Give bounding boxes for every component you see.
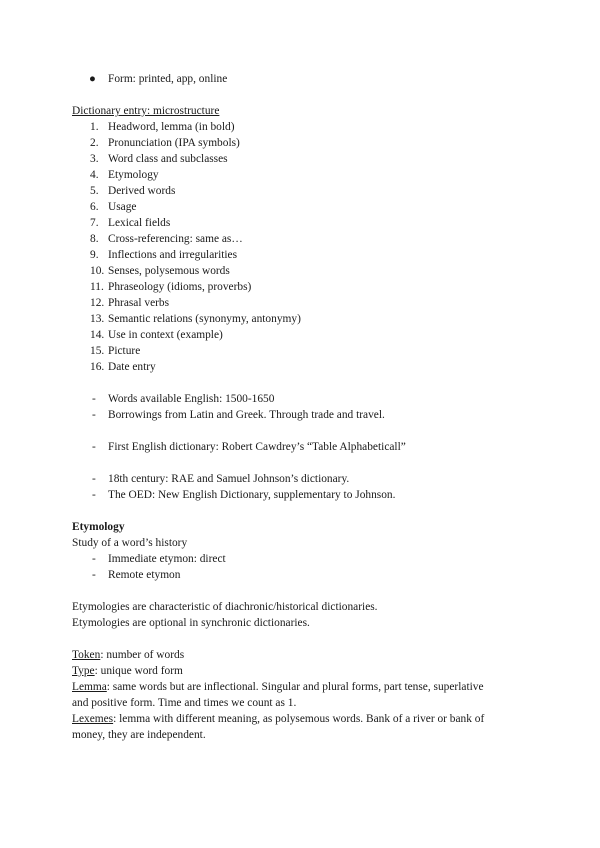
microstructure-item: Phrasal verbs — [108, 297, 170, 309]
dash-marker: - — [92, 489, 96, 501]
lemma-continuation: and positive form. Time and times we count as 1. — [72, 697, 297, 709]
token-definition — [72, 648, 184, 663]
type-def: : unique word form — [94, 665, 183, 677]
list-number: 12. — [90, 297, 105, 309]
microstructure-item: Semantic relations (synonymy, antonymy) — [108, 313, 301, 325]
token-def: : number of words — [100, 649, 185, 661]
microstructure-item: Etymology — [108, 169, 159, 181]
dash-marker: - — [92, 441, 96, 453]
microstructure-item: Picture — [108, 345, 141, 357]
microstructure-item: Headword, lemma (in bold) — [108, 121, 235, 133]
lexemes-term: Lexemes — [72, 713, 114, 725]
list-number: 5. — [90, 185, 99, 197]
bullet-marker: ● — [89, 73, 96, 85]
list-number: 10. — [90, 265, 105, 277]
microstructure-item: Usage — [108, 201, 137, 213]
form-line: Form: printed, app, online — [108, 73, 228, 85]
lemma-definition — [72, 680, 484, 695]
list-number: 7. — [90, 217, 99, 229]
history-item: 18th century: RAE and Samuel Johnson’s dictionary. — [108, 473, 350, 485]
list-number: 6. — [90, 201, 99, 213]
microstructure-item: Pronunciation (IPA symbols) — [108, 137, 240, 149]
note-line: Etymologies are characteristic of diachronic/historical dictionaries. — [72, 601, 378, 613]
microstructure-item: Lexical fields — [108, 217, 171, 229]
lexemes-continuation: money, they are independent. — [72, 729, 206, 741]
lemma-term: Lemma — [72, 681, 107, 693]
microstructure-item: Inflections and irregularities — [108, 249, 238, 261]
history-item: Borrowings from Latin and Greek. Through trade and travel. — [108, 409, 385, 421]
list-number: 14. — [90, 329, 105, 341]
microstructure-item: Date entry — [108, 361, 156, 373]
list-number: 16. — [90, 361, 105, 373]
dash-marker: - — [92, 393, 96, 405]
dash-marker: - — [92, 409, 96, 421]
history-item: First English dictionary: Robert Cawdrey’s “Table Alphabeticall” — [108, 441, 406, 453]
dash-marker: - — [92, 473, 96, 485]
dash-marker: - — [92, 569, 96, 581]
lexemes-definition — [72, 712, 484, 727]
microstructure-item: Cross-referencing: same as… — [108, 233, 243, 245]
microstructure-item: Word class and subclasses — [108, 153, 228, 165]
microstructure-item: Senses, polysemous words — [108, 265, 230, 277]
microstructure-item: Use in context (example) — [108, 329, 223, 341]
note-line: Etymologies are optional in synchronic dictionaries. — [72, 617, 310, 629]
type-term: Type — [72, 665, 95, 677]
token-term: Token — [72, 649, 101, 661]
etymology-heading: Etymology — [72, 521, 125, 533]
list-number: 9. — [90, 249, 99, 261]
dash-marker: - — [92, 553, 96, 565]
history-item: Words available English: 1500-1650 — [108, 393, 275, 405]
microstructure-heading: Dictionary entry: microstructure — [72, 105, 220, 117]
microstructure-item: Derived words — [108, 185, 176, 197]
lexemes-def: : lemma with different meaning, as polysemous words. Bank of a river or bank of — [113, 713, 485, 725]
lemma-def: : same words but are inflectional. Singular and plural forms, part tense, superlative — [106, 681, 484, 693]
list-number: 4. — [90, 169, 99, 181]
etymology-definition: Study of a word’s history — [72, 537, 188, 549]
list-number: 2. — [90, 137, 99, 149]
list-number: 15. — [90, 345, 105, 357]
type-definition — [72, 664, 183, 679]
history-item: The OED: New English Dictionary, supplementary to Johnson. — [108, 489, 396, 501]
etymology-item: Remote etymon — [108, 569, 181, 581]
list-number: 8. — [90, 233, 99, 245]
list-number: 3. — [90, 153, 99, 165]
list-number: 13. — [90, 313, 105, 325]
list-number: 11. — [90, 281, 104, 293]
etymology-item: Immediate etymon: direct — [108, 553, 226, 565]
list-number: 1. — [90, 121, 99, 133]
microstructure-item: Phraseology (idioms, proverbs) — [108, 281, 252, 293]
